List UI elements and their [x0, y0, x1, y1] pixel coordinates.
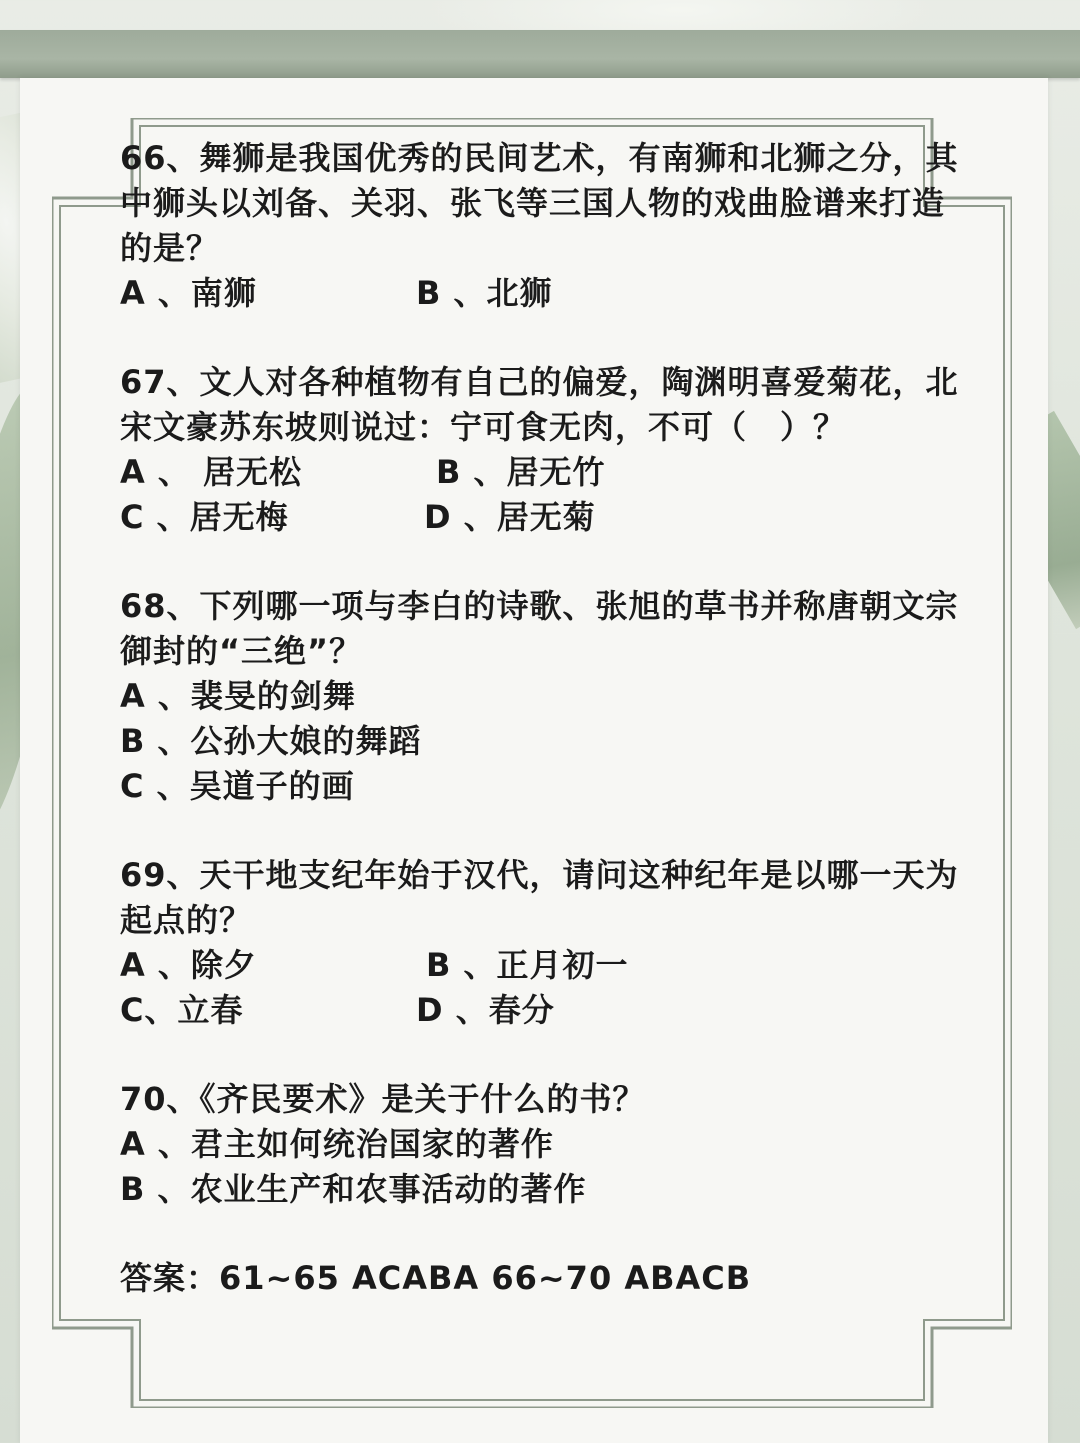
option-row [120, 495, 970, 540]
option-row [120, 1167, 970, 1212]
answer-key: 答案：61~65 ACABA 66~70 ABACB [120, 1259, 752, 1297]
option-b: B 、北狮 [416, 274, 553, 312]
option-row [120, 943, 970, 988]
question-66 [120, 136, 970, 316]
scroll-rod [0, 30, 1080, 78]
option-d: D 、春分 [416, 991, 555, 1029]
question-text: 起点的？ [120, 901, 253, 939]
option-b: B 、居无竹 [436, 453, 606, 491]
question-67 [120, 360, 970, 540]
option-a: A 、南狮 [120, 274, 257, 312]
question-69 [120, 853, 970, 1033]
question-text: 69、天干地支纪年始于汉代，请问这种纪年是以哪一天为 [120, 856, 959, 894]
option-c: C 、吴道子的画 [120, 767, 355, 805]
option-a: A 、君主如何统治国家的著作 [120, 1125, 554, 1163]
option-a: A 、裴旻的剑舞 [120, 677, 356, 715]
quiz-content [120, 136, 970, 1301]
option-row [120, 674, 970, 719]
question-text: 中狮头以刘备、关羽、张飞等三国人物的戏曲脸谱来打造 [120, 184, 946, 222]
question-text: 70、《齐民要术》是关于什么的书？ [120, 1080, 646, 1118]
option-row [120, 719, 970, 764]
question-text: 67、文人对各种植物有自己的偏爱，陶渊明喜爱菊花，北 [120, 363, 959, 401]
question-text: 御封的“三绝”？ [120, 632, 363, 670]
option-row [120, 1122, 970, 1167]
question-text: 的是？ [120, 229, 220, 267]
question-text: 宋文豪苏东坡则说过：宁可食无肉，不可（ ）？ [120, 408, 847, 446]
option-b: B 、农业生产和农事活动的著作 [120, 1170, 587, 1208]
question-68 [120, 584, 970, 809]
option-row [120, 764, 970, 809]
option-d: D 、居无菊 [424, 498, 596, 536]
question-70 [120, 1077, 970, 1212]
question-text: 68、下列哪一项与李白的诗歌、张旭的草书并称唐朝文宗 [120, 587, 959, 625]
option-a: A 、 居无松 [120, 453, 303, 491]
option-b: B 、公孙大娘的舞蹈 [120, 722, 422, 760]
option-a: A 、除夕 [120, 946, 257, 984]
question-text: 66、舞狮是我国优秀的民间艺术，有南狮和北狮之分，其 [120, 139, 959, 177]
option-b: B 、正月初一 [426, 946, 629, 984]
option-row [120, 988, 970, 1033]
option-row [120, 450, 970, 495]
option-c: C 、居无梅 [120, 498, 289, 536]
option-row [120, 271, 970, 316]
option-c: C、立春 [120, 991, 244, 1029]
